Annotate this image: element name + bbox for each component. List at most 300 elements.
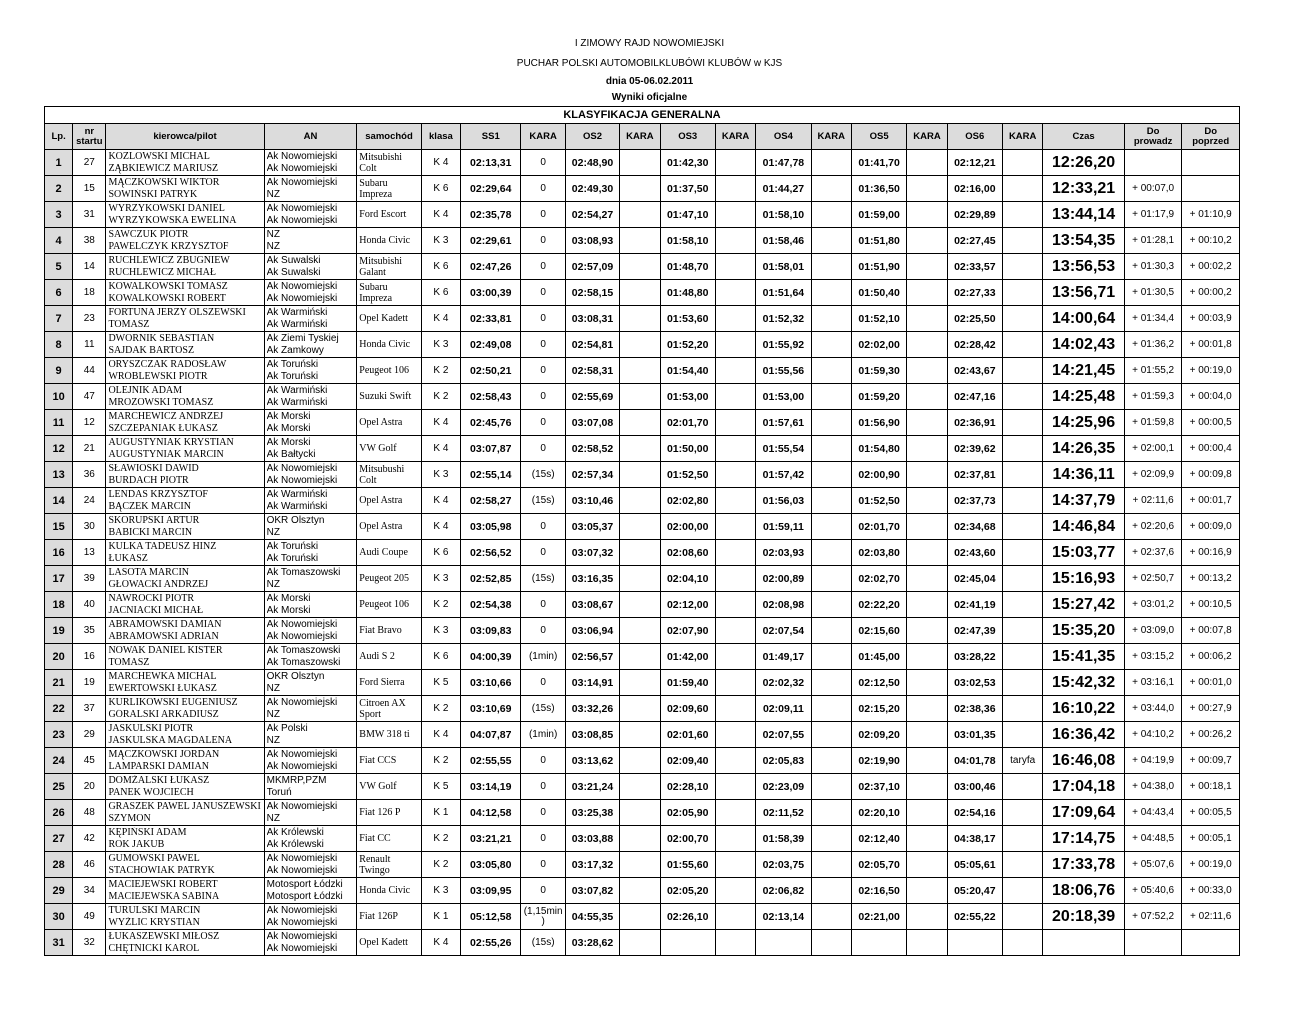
cell-class: K 3 <box>421 566 460 592</box>
pilot-club: Ak Królewski <box>266 838 324 850</box>
cell-kara4 <box>811 748 851 774</box>
cell-os4: 01:55,92 <box>756 332 811 358</box>
cell-os5: 01:52,50 <box>851 488 906 514</box>
cell-ss1: 03:00,39 <box>461 280 521 306</box>
cell-os6: 02:43,60 <box>947 540 1002 566</box>
cell-os5: 02:02,70 <box>851 566 906 592</box>
cell-kara1: 0 <box>521 254 565 280</box>
cell-os6: 02:39,62 <box>947 436 1002 462</box>
driver-name: SAWCZUK PIOTR <box>108 228 189 240</box>
cell-kara2 <box>620 280 660 306</box>
cell-kara4 <box>811 540 851 566</box>
cell-driver-pilot <box>106 462 264 488</box>
cell-os6: 02:12,21 <box>947 150 1002 176</box>
cell-kara1: (1min) <box>521 644 565 670</box>
cell-start-number: 47 <box>73 384 106 410</box>
cell-driver-pilot <box>106 540 264 566</box>
cell-kara1: (15s) <box>521 462 565 488</box>
cell-ss1: 03:10,69 <box>461 696 521 722</box>
cell-car: BMW 318 ti <box>357 722 421 748</box>
col-kara4: KARA <box>811 124 851 150</box>
cell-os5: 01:45,00 <box>851 644 906 670</box>
cell-kara4 <box>811 150 851 176</box>
cell-class: K 6 <box>421 280 460 306</box>
cell-os4: 02:03,75 <box>756 852 811 878</box>
cell-driver-pilot <box>106 800 264 826</box>
cell-kara2 <box>620 722 660 748</box>
driver-name: NOWAK DANIEL KISTER <box>108 644 223 656</box>
cell-os3: 02:01,70 <box>660 410 715 436</box>
cell-kara4 <box>811 488 851 514</box>
cell-os4: 02:03,93 <box>756 540 811 566</box>
driver-club: Ak Nowomiejski <box>266 800 338 812</box>
cell-kara3 <box>715 878 755 904</box>
pilot-club: Ak Nowomiejski <box>266 292 338 304</box>
cell-an <box>264 904 357 930</box>
table-row <box>45 436 1240 462</box>
cell-position: 18 <box>45 592 73 618</box>
pilot-club: NZ <box>266 526 280 538</box>
cell-class: K 5 <box>421 670 460 696</box>
cell-os4: 02:06,82 <box>756 878 811 904</box>
cell-kara6 <box>1003 384 1043 410</box>
cell-car: Mitsubishi Galant <box>357 254 421 280</box>
cell-kara2 <box>620 670 660 696</box>
cell-os3: 02:12,00 <box>660 592 715 618</box>
pilot-name: AUGUSTYNIAK MARCIN <box>108 448 224 460</box>
cell-start-number: 21 <box>73 436 106 462</box>
cell-car: Ford Sierra <box>357 670 421 696</box>
pilot-name: JACNIACKI MICHAŁ <box>108 604 204 616</box>
cell-car: Peugeot 205 <box>357 566 421 592</box>
cell-os3: 01:48,80 <box>660 280 715 306</box>
driver-club: Ak Warmiński <box>266 384 328 396</box>
cell-car: Opel Kadett <box>357 930 421 956</box>
cell-ss1: 03:10,66 <box>461 670 521 696</box>
driver-club: Ak Nowomiejski <box>266 176 338 188</box>
cell-os5: 01:59,20 <box>851 384 906 410</box>
cell-class: K 4 <box>421 930 460 956</box>
cell-kara6 <box>1003 592 1043 618</box>
cell-os6: 02:47,39 <box>947 618 1002 644</box>
pilot-name: TOMASZ <box>108 318 150 330</box>
driver-club: OKR Olsztyn <box>266 670 325 682</box>
event-title: I ZIMOWY RAJD NOWOMIEJSKI <box>574 38 725 49</box>
cell-kara5 <box>907 332 947 358</box>
cell-gap-leader: + 01:59,3 <box>1124 384 1181 410</box>
pilot-club: NZ <box>266 734 280 746</box>
cell-os6: 03:00,46 <box>947 774 1002 800</box>
cell-position: 3 <box>45 202 73 228</box>
table-row <box>45 592 1240 618</box>
cell-os6: 02:55,22 <box>947 904 1002 930</box>
cell-ss1: 03:09,95 <box>461 878 521 904</box>
cell-kara5 <box>907 852 947 878</box>
cell-kara6 <box>1003 150 1043 176</box>
cell-os2: 03:08,93 <box>565 228 619 254</box>
cell-gap-previous <box>1182 176 1240 202</box>
cell-os4: 01:56,03 <box>756 488 811 514</box>
cell-kara4 <box>811 878 851 904</box>
cell-os2: 03:16,35 <box>565 566 619 592</box>
cell-kara5 <box>907 696 947 722</box>
cell-start-number: 24 <box>73 488 106 514</box>
driver-name: KĘPIŃSKI ADAM <box>108 826 187 838</box>
cell-gap-previous: + 00:19,0 <box>1182 852 1240 878</box>
cell-kara6 <box>1003 852 1043 878</box>
cell-gap-leader: + 04:19,9 <box>1124 748 1181 774</box>
cell-driver-pilot <box>106 644 264 670</box>
cell-position: 6 <box>45 280 73 306</box>
cell-start-number: 16 <box>73 644 106 670</box>
col-os6: OS6 <box>947 124 1002 150</box>
cell-kara3 <box>715 332 755 358</box>
cell-kara6 <box>1003 176 1043 202</box>
cell-os4: 01:47,78 <box>756 150 811 176</box>
pilot-club: Ak Nowomiejski <box>266 474 338 486</box>
pilot-club: Ak Warmiński <box>266 318 328 330</box>
cell-car: Peugeot 106 <box>357 592 421 618</box>
driver-club: Ak Toruński <box>266 540 319 552</box>
cell-kara5 <box>907 462 947 488</box>
cell-ss1: 04:00,39 <box>461 644 521 670</box>
cell-kara2 <box>620 592 660 618</box>
cell-driver-pilot <box>106 748 264 774</box>
cell-kara6 <box>1003 514 1043 540</box>
cell-os6: 02:27,33 <box>947 280 1002 306</box>
pilot-club: Toruń <box>266 786 292 798</box>
cell-position: 26 <box>45 800 73 826</box>
cell-kara2 <box>620 644 660 670</box>
cell-total-time: 18:06,76 <box>1043 878 1125 904</box>
cell-class: K 2 <box>421 592 460 618</box>
cell-start-number: 44 <box>73 358 106 384</box>
cell-os2: 02:57,34 <box>565 462 619 488</box>
cell-start-number: 29 <box>73 722 106 748</box>
pilot-name: WYŻLIC KRYSTIAN <box>108 916 200 928</box>
cell-total-time: 12:26,20 <box>1043 150 1125 176</box>
cell-kara5 <box>907 228 947 254</box>
cell-gap-leader: + 01:28,1 <box>1124 228 1181 254</box>
cell-kara2 <box>620 826 660 852</box>
cell-start-number: 30 <box>73 514 106 540</box>
pilot-name: RUCHLEWICZ MICHAŁ <box>108 266 216 278</box>
cell-kara5 <box>907 410 947 436</box>
cell-os3 <box>660 930 715 956</box>
cell-os4: 01:57,42 <box>756 462 811 488</box>
cell-car: Subaru Impreza <box>357 280 421 306</box>
cell-driver-pilot <box>106 254 264 280</box>
pilot-name: ZĄBKIEWICZ MARIUSZ <box>108 162 219 174</box>
cell-class: K 2 <box>421 358 460 384</box>
cell-gap-previous: + 00:02,2 <box>1182 254 1240 280</box>
cell-gap-previous <box>1182 150 1240 176</box>
cell-os2: 03:21,24 <box>565 774 619 800</box>
cell-os2: 03:07,32 <box>565 540 619 566</box>
cell-kara1: 0 <box>521 306 565 332</box>
cell-ss1: 02:47,26 <box>461 254 521 280</box>
table-row <box>45 826 1240 852</box>
cell-os4: 02:02,32 <box>756 670 811 696</box>
cell-ss1: 03:07,87 <box>461 436 521 462</box>
cell-kara4 <box>811 644 851 670</box>
col-os4: OS4 <box>756 124 811 150</box>
cell-class: K 1 <box>421 800 460 826</box>
driver-club: Ak Morski <box>266 436 311 448</box>
cell-gap-leader: + 00:07,0 <box>1124 176 1181 202</box>
cell-os2: 04:55,35 <box>565 904 619 930</box>
cell-driver-pilot <box>106 852 264 878</box>
cell-an <box>264 254 357 280</box>
cell-gap-leader: + 03:16,1 <box>1124 670 1181 696</box>
cell-kara6 <box>1003 774 1043 800</box>
cell-kara6 <box>1003 904 1043 930</box>
cell-class: K 4 <box>421 150 460 176</box>
cell-kara4 <box>811 722 851 748</box>
cell-gap-previous: + 00:01,8 <box>1182 332 1240 358</box>
cell-os5 <box>851 930 906 956</box>
cell-kara2 <box>620 930 660 956</box>
table-row <box>45 566 1240 592</box>
cell-total-time: 16:46,08 <box>1043 748 1125 774</box>
cell-start-number: 31 <box>73 202 106 228</box>
cell-an <box>264 358 357 384</box>
cell-os3: 01:42,00 <box>660 644 715 670</box>
cell-os2: 03:08,31 <box>565 306 619 332</box>
cell-kara6 <box>1003 306 1043 332</box>
cell-kara6 <box>1003 826 1043 852</box>
driver-club: Ak Nowomiejski <box>266 462 338 474</box>
driver-club: Ak Morski <box>266 592 311 604</box>
cell-gap-leader <box>1124 150 1181 176</box>
cell-os3: 01:53,60 <box>660 306 715 332</box>
cell-os3: 01:53,00 <box>660 384 715 410</box>
cell-kara4 <box>811 800 851 826</box>
cell-kara5 <box>907 878 947 904</box>
pilot-name: TOMASZ <box>108 656 150 668</box>
cell-os4: 01:58,10 <box>756 202 811 228</box>
cell-ss1: 02:29,61 <box>461 228 521 254</box>
cell-kara6 <box>1003 670 1043 696</box>
table-row <box>45 774 1240 800</box>
pilot-club: NZ <box>266 812 280 824</box>
cell-total-time: 15:42,32 <box>1043 670 1125 696</box>
cell-kara6 <box>1003 202 1043 228</box>
cell-start-number: 38 <box>73 228 106 254</box>
cell-ss1: 03:14,19 <box>461 774 521 800</box>
cell-class: K 6 <box>421 254 460 280</box>
cell-ss1: 02:45,76 <box>461 410 521 436</box>
cell-os3: 01:42,30 <box>660 150 715 176</box>
driver-club: Ak Ziemi Tyskiej <box>266 332 339 344</box>
cell-driver-pilot <box>106 774 264 800</box>
cell-kara2 <box>620 436 660 462</box>
driver-club: Ak Nowomiejski <box>266 904 338 916</box>
cell-an <box>264 566 357 592</box>
cell-an <box>264 696 357 722</box>
cell-os4: 02:11,52 <box>756 800 811 826</box>
cell-position: 25 <box>45 774 73 800</box>
cell-driver-pilot <box>106 384 264 410</box>
cell-os3: 02:00,70 <box>660 826 715 852</box>
cell-kara3 <box>715 904 755 930</box>
cell-gap-leader: + 01:55,2 <box>1124 358 1181 384</box>
cell-car: Renault Twingo <box>357 852 421 878</box>
cell-os5: 01:56,90 <box>851 410 906 436</box>
pilot-club: Ak Toruński <box>266 552 319 564</box>
pilot-club: NZ <box>266 240 280 252</box>
cell-class: K 3 <box>421 228 460 254</box>
pilot-name: ROK JAKUB <box>108 838 165 850</box>
cell-position: 5 <box>45 254 73 280</box>
cell-total-time: 17:14,75 <box>1043 826 1125 852</box>
cell-os4: 01:57,61 <box>756 410 811 436</box>
cell-os3: 01:58,10 <box>660 228 715 254</box>
cell-kara5 <box>907 826 947 852</box>
cell-start-number: 20 <box>73 774 106 800</box>
cell-gap-leader: + 01:36,2 <box>1124 332 1181 358</box>
cell-kara6: taryfa <box>1003 748 1043 774</box>
cell-kara6 <box>1003 254 1043 280</box>
cell-an <box>264 436 357 462</box>
cell-os3: 02:28,10 <box>660 774 715 800</box>
cell-kara3 <box>715 488 755 514</box>
cell-kara1: 0 <box>521 852 565 878</box>
cell-os5: 02:02,00 <box>851 332 906 358</box>
driver-name: LENDAS KRZYSZTOF <box>108 488 208 500</box>
cell-kara1: (15s) <box>521 696 565 722</box>
pilot-name: SZCZEPANIAK ŁUKASZ <box>108 422 218 434</box>
cell-start-number: 36 <box>73 462 106 488</box>
cell-kara3 <box>715 644 755 670</box>
driver-name: NAWROCKI PIOTR <box>108 592 195 604</box>
cell-ss1: 02:58,27 <box>461 488 521 514</box>
cell-ss1: 02:35,78 <box>461 202 521 228</box>
pilot-name: GŁOWACKI ANDRZEJ <box>108 578 209 590</box>
driver-club: OKR Olsztyn <box>266 514 325 526</box>
driver-club: Ak Nowomiejski <box>266 202 338 214</box>
cell-total-time: 14:21,45 <box>1043 358 1125 384</box>
cell-os5: 02:20,10 <box>851 800 906 826</box>
cell-gap-previous: + 02:11,6 <box>1182 904 1240 930</box>
col-lp: Lp. <box>45 124 73 150</box>
cell-kara2 <box>620 800 660 826</box>
cell-class: K 6 <box>421 644 460 670</box>
cell-os3: 02:08,60 <box>660 540 715 566</box>
cell-os6: 02:47,16 <box>947 384 1002 410</box>
cell-gap-previous: + 00:05,5 <box>1182 800 1240 826</box>
cell-os2: 02:58,31 <box>565 358 619 384</box>
driver-name: ABRAMOWSKI DAMIAN <box>108 618 222 630</box>
cell-kara1: 0 <box>521 384 565 410</box>
cell-kara2 <box>620 176 660 202</box>
cell-car: Fiat 126 P <box>357 800 421 826</box>
pilot-name: ŁUKASZ <box>108 552 148 564</box>
driver-name: DOMŻALSKI ŁUKASZ <box>108 774 210 786</box>
cell-os4: 02:05,83 <box>756 748 811 774</box>
cell-os4: 02:09,11 <box>756 696 811 722</box>
cell-os5: 02:05,70 <box>851 852 906 878</box>
cell-kara5 <box>907 202 947 228</box>
cell-os6: 03:28,22 <box>947 644 1002 670</box>
cell-ss1: 03:21,21 <box>461 826 521 852</box>
cell-kara1: 0 <box>521 748 565 774</box>
cell-kara1: 0 <box>521 176 565 202</box>
cell-os2: 02:48,90 <box>565 150 619 176</box>
cell-os5: 02:12,50 <box>851 670 906 696</box>
cell-os3: 02:05,20 <box>660 878 715 904</box>
cell-class: K 3 <box>421 332 460 358</box>
cell-kara5 <box>907 280 947 306</box>
cell-os3: 02:04,10 <box>660 566 715 592</box>
cell-os2: 02:55,69 <box>565 384 619 410</box>
cell-os2: 02:54,81 <box>565 332 619 358</box>
driver-club: Motosport Łódzki <box>266 878 343 890</box>
cell-start-number: 13 <box>73 540 106 566</box>
cell-kara2 <box>620 462 660 488</box>
cell-an <box>264 462 357 488</box>
cell-an <box>264 930 357 956</box>
cell-gap-previous: + 00:27,9 <box>1182 696 1240 722</box>
cell-kara2 <box>620 618 660 644</box>
cell-kara4 <box>811 254 851 280</box>
cell-kara3 <box>715 696 755 722</box>
cell-kara6 <box>1003 566 1043 592</box>
cell-kara4 <box>811 514 851 540</box>
cell-gap-leader: + 03:09,0 <box>1124 618 1181 644</box>
cell-driver-pilot <box>106 280 264 306</box>
cell-os6: 02:28,42 <box>947 332 1002 358</box>
cell-os3: 02:09,60 <box>660 696 715 722</box>
cell-os4 <box>756 930 811 956</box>
table-row <box>45 800 1240 826</box>
cell-an <box>264 514 357 540</box>
pilot-name: GÓRALSKI ARKADIUSZ <box>108 708 219 720</box>
driver-name: FORTUNA JERZY OLSZEWSKI <box>108 306 246 318</box>
cell-kara4 <box>811 592 851 618</box>
cell-gap-leader: + 03:44,0 <box>1124 696 1181 722</box>
cell-driver-pilot <box>106 358 264 384</box>
cell-position: 9 <box>45 358 73 384</box>
cell-os3: 02:02,80 <box>660 488 715 514</box>
cell-kara2 <box>620 410 660 436</box>
cell-os5: 02:21,00 <box>851 904 906 930</box>
cell-gap-previous: + 00:06,2 <box>1182 644 1240 670</box>
cell-kara2 <box>620 358 660 384</box>
cell-position: 28 <box>45 852 73 878</box>
cell-total-time: 13:56,53 <box>1043 254 1125 280</box>
driver-name: SKORUPSKI ARTUR <box>108 514 200 526</box>
driver-name: LASOTA MARCIN <box>108 566 190 578</box>
cell-position: 30 <box>45 904 73 930</box>
cell-ss1: 05:12,58 <box>461 904 521 930</box>
cell-kara4 <box>811 384 851 410</box>
cell-start-number: 40 <box>73 592 106 618</box>
cell-kara4 <box>811 904 851 930</box>
pilot-name: WYRZYKOWSKA EWELINA <box>108 214 237 226</box>
cell-an <box>264 644 357 670</box>
table-row <box>45 540 1240 566</box>
cell-os2: 03:25,38 <box>565 800 619 826</box>
cell-kara4 <box>811 436 851 462</box>
cell-kara1: (1min) <box>521 722 565 748</box>
cell-gap-leader <box>1124 930 1181 956</box>
cell-os6: 05:05,61 <box>947 852 1002 878</box>
cell-kara4 <box>811 826 851 852</box>
cell-total-time: 17:04,18 <box>1043 774 1125 800</box>
driver-name: JASKULSKI PIOTR <box>108 722 194 734</box>
cell-kara1: 0 <box>521 878 565 904</box>
